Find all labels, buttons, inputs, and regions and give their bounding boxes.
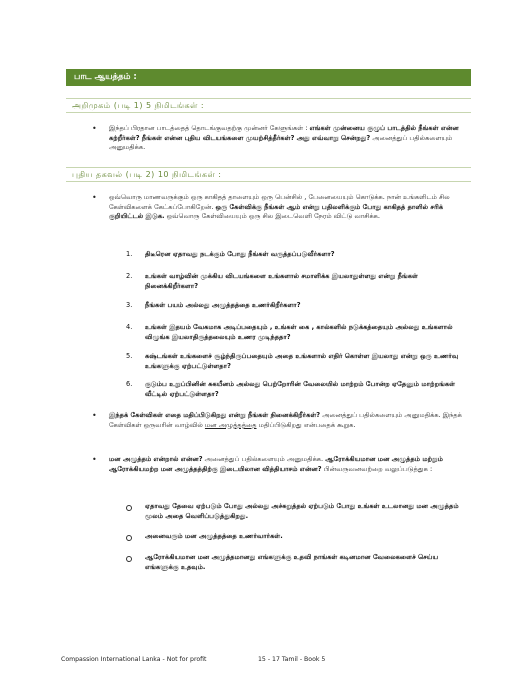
stress-end: பின்வருவனவற்றை வலுப்படுத்துக : (321, 464, 433, 473)
intro-instruction-post: அனைத்துப் பதில்களையும் அனுமதிக்க. (109, 133, 453, 151)
section-new-info-heading-text: புதிய தகவல் (படி 2) 10 நிமிடங்கள் : (72, 170, 222, 179)
circle-bullet-icon (126, 535, 132, 541)
stress-mid: அனைத்துப் பதில்களையும் அனுமதிக்க. (202, 455, 326, 463)
sub-point-text: ஏதாவது தேவை ஏற்படும் போது அல்லது அச்சுறுத்தல் ஏற்படும் போது உங்கள் உடலானது மன அழுத்தம் மூலம் அதை வெளிப்படுத்துகிறது. (145, 502, 459, 520)
question-number: 1. (126, 250, 133, 258)
question-number: 3. (126, 301, 133, 309)
new-info-instruction-pre: ஒவ்வொரு மாணவருக்கும் ஒரு காகிதத் தாளையும் ஒரு பென்சில் , பேனையையும் கொடுக்க. நான் உங்களிடம் சில கேள்விகளைக் கேட்கப்போகிறேன். (109, 193, 450, 211)
reflection-question: இந்தக் கேள்விகள் எதை மதிப்பிடுகிறது என்று நீங்கள் நினைக்கிறீர்கள்? (109, 411, 321, 419)
question-item (145, 272, 465, 291)
banner-title: பாட ஆயத்தம் : (74, 72, 137, 82)
circle-bullet-icon (126, 556, 132, 562)
question-number: 2. (126, 272, 133, 280)
new-info-instruction-bold: ஒரு கேள்விக்கு நீங்கள் ஆம் என்று பதிலளிக்கும் போது காகிதத் தாளில் சரிக் குறியிட்டல் இடுக. (109, 202, 444, 220)
question-item (145, 250, 465, 260)
stress-instruction (109, 455, 464, 474)
question-text: உங்கள் இதயம் வேகமாக அடிப்பதையும் , உங்கள் கை , கால்களில் நடுக்கத்தையும் அல்லது உங்களால் விழுங்க இயலாதிருத்தலையும் உணர முடிந்ததா? (145, 323, 453, 341)
bullet-icon: • (92, 124, 97, 133)
sub-point-text: அனைவரும் மன அழுத்தத்தை உணர்வார்கள். (145, 532, 283, 540)
question-number: 4. (126, 323, 133, 331)
circle-bullet-icon (126, 505, 132, 511)
reflection-instruction (109, 411, 464, 430)
intro-instruction-pre: இந்தப் பிரதான பாடத்தைத் தொடங்குவதற்கு முன்னர் கேளுங்கள் : (109, 124, 310, 132)
sub-point (145, 532, 465, 542)
reflection-underlined-term: மன அழுத்தத்தை (204, 420, 257, 429)
question-item (145, 352, 465, 371)
question-item (145, 323, 465, 342)
question-text: உங்கள் வாழ்வின் முக்கிய விடயங்களை உங்களால் சமாளிக்க இயலாதுள்ளது என்று நீங்கள் நினைக்கிறீர்களா? (145, 272, 418, 290)
stress-difference-question: ஆரோக்கியமான மன அழுத்தம் மற்றும் ஆரோக்கியமற்ற மன அழுத்தத்திற்கு இடையிலான வித்தியாசம் என்ன? (109, 455, 443, 473)
new-info-instruction (109, 193, 464, 222)
stress-question: மன அழுத்தம் என்றால் என்ன? (109, 455, 203, 463)
question-number: 5. (126, 352, 133, 360)
footer-right: 15 - 17 Tamil - Book 5 (258, 656, 326, 663)
intro-instruction-question: எங்கள் முன்னைய குழுப் பாடத்தில் நீங்கள் என்ன கற்றீர்கள்? நீங்கள் என்ன புதிய விடயங்களை முயற்சித்தீர்கள்? அது எவ்வாறு சென்றது? (109, 124, 459, 142)
question-number: 6. (126, 380, 133, 388)
new-info-instruction-post: ஒவ்வொரு கேள்வியையும் ஒரு சில இடைவெளி நேரம் விட்டு வாசிக்க. (164, 212, 380, 220)
sub-point-text: ஆரோக்கியமான மன அழுத்தமானது எங்களுக்கு உதவி நாங்கள் கடினமான வேலைகளைச் செய்ய எங்களுக்கு உதவும். (145, 553, 439, 571)
bullet-icon: • (92, 193, 97, 202)
reflection-end: மதிப்பிடுகிறது என்பதைக் கூறுக. (256, 420, 356, 429)
intro-instruction (109, 124, 464, 153)
question-text: குடும்ப உறுப்பினின் சுகயீனம் அல்லது பெற்றோரின் வேலையில் மாற்றம் போன்ற ஏதேனும் மாற்றங்கள் வீட்டில் ஏற்பட்டுள்ளதா? (145, 380, 456, 398)
sub-point (145, 553, 465, 572)
question-text: கஷ்டங்கள் உங்களைச் சூழ்ந்திருப்பதையும் அதை உங்களால் எதிர் கொள்ள இயலாது என்று ஒரு உணர்வு உங்களுக்கு ஏற்பட்டுள்ளதா? (145, 352, 459, 370)
footer-left: Compassion International Lanka - Not for profit (61, 656, 207, 663)
section-intro-heading (66, 98, 471, 113)
question-text: நீங்கள் பயம் அல்லது அழுத்தத்தை உணர்கிறீர்களா? (145, 301, 301, 309)
question-item (145, 380, 465, 399)
question-text: திடீரென ஏதாவது நடக்கும் போது நீங்கள் வருத்தப்படுவீர்களா? (145, 250, 335, 258)
section-intro-heading-text: அறிமுகம் (படி 1) 5 நிமிடங்கள் : (72, 101, 205, 110)
section-new-info-heading (66, 167, 471, 182)
sub-point (145, 502, 465, 521)
bullet-icon: • (92, 455, 97, 464)
reflection-text: அனைத்துப் பதில்களையும் அனுமதிக்க. இந்தக் கேள்விகள் ஒருவரின் வாழ்வில் (109, 411, 462, 429)
bullet-icon: • (92, 411, 97, 420)
lesson-prep-banner (66, 69, 471, 86)
question-item (145, 301, 465, 311)
